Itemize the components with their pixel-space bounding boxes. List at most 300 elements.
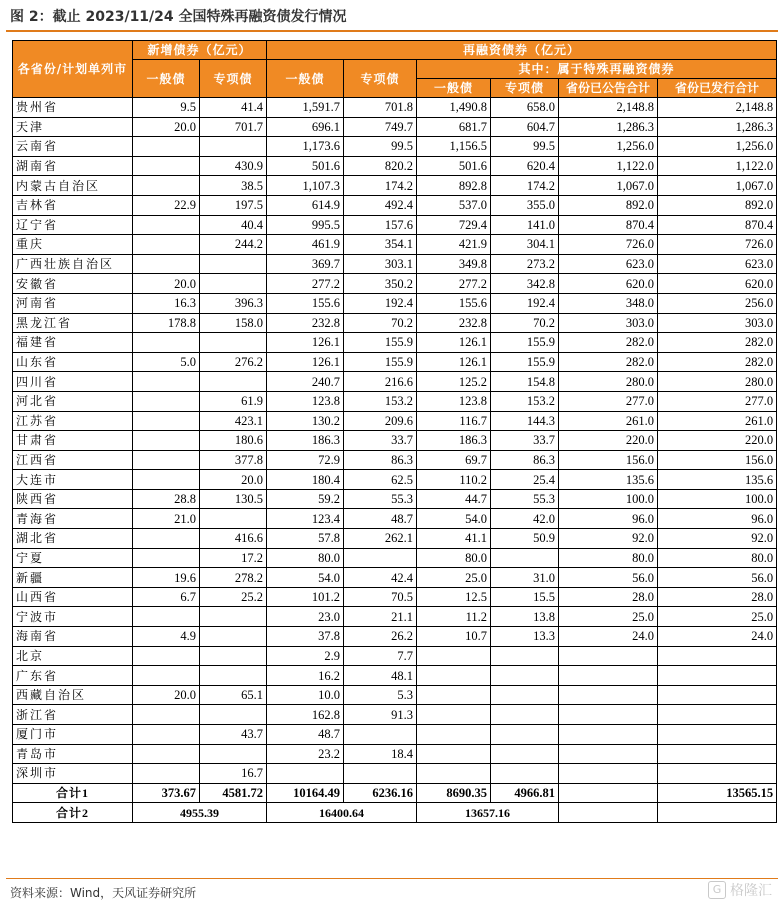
value-cell: 1,173.6 — [267, 137, 344, 157]
title-divider — [6, 30, 778, 32]
value-cell — [658, 744, 777, 764]
province-name: 青岛市 — [13, 744, 133, 764]
value-cell: 1,156.5 — [417, 137, 491, 157]
province-name: 大连市 — [13, 470, 133, 490]
value-cell — [133, 764, 200, 784]
total2-new: 4955.39 — [133, 803, 267, 823]
value-cell: 1,286.3 — [658, 117, 777, 137]
figure-title: 图 2：截止 2023/11/24 全国特殊再融资债发行情况 — [10, 9, 347, 25]
value-cell — [417, 705, 491, 725]
value-cell: 25.0 — [559, 607, 658, 627]
table-row — [13, 548, 777, 568]
value-cell: 116.7 — [417, 411, 491, 431]
value-cell — [559, 725, 658, 745]
value-cell: 19.6 — [133, 568, 200, 588]
value-cell: 261.0 — [559, 411, 658, 431]
value-cell: 623.0 — [658, 254, 777, 274]
table-row — [13, 215, 777, 235]
value-cell — [200, 137, 267, 157]
province-name: 厦门市 — [13, 725, 133, 745]
value-cell — [133, 391, 200, 411]
value-cell: 123.4 — [267, 509, 344, 529]
value-cell: 9.5 — [133, 98, 200, 118]
total2-empty — [559, 803, 658, 823]
value-cell: 43.7 — [200, 725, 267, 745]
value-cell — [133, 666, 200, 686]
value-cell: 69.7 — [417, 450, 491, 470]
value-cell: 276.2 — [200, 352, 267, 372]
province-name: 宁波市 — [13, 607, 133, 627]
value-cell: 501.6 — [267, 156, 344, 176]
value-cell: 24.0 — [559, 627, 658, 647]
value-cell: 342.8 — [491, 274, 559, 294]
value-cell: 396.3 — [200, 293, 267, 313]
value-cell: 28.8 — [133, 489, 200, 509]
value-cell — [658, 666, 777, 686]
table-row — [13, 254, 777, 274]
value-cell: 261.0 — [658, 411, 777, 431]
value-cell: 350.2 — [344, 274, 417, 294]
value-cell: 1,490.8 — [417, 98, 491, 118]
value-cell: 126.1 — [417, 333, 491, 353]
value-cell: 110.2 — [417, 470, 491, 490]
province-name: 宁夏 — [13, 548, 133, 568]
value-cell — [344, 725, 417, 745]
value-cell: 870.4 — [658, 215, 777, 235]
value-cell: 232.8 — [417, 313, 491, 333]
value-cell: 155.6 — [417, 293, 491, 313]
value-cell: 38.5 — [200, 176, 267, 196]
value-cell — [200, 705, 267, 725]
value-cell: 303.0 — [658, 313, 777, 333]
value-cell: 10.7 — [417, 627, 491, 647]
province-name: 河北省 — [13, 391, 133, 411]
header-new-special: 专项债 — [200, 60, 267, 98]
value-cell — [200, 627, 267, 647]
value-cell — [491, 744, 559, 764]
value-cell — [559, 764, 658, 784]
value-cell: 155.9 — [344, 352, 417, 372]
value-cell: 54.0 — [417, 509, 491, 529]
value-cell — [200, 646, 267, 666]
table-row — [13, 117, 777, 137]
value-cell: 48.7 — [267, 725, 344, 745]
value-cell — [133, 254, 200, 274]
value-cell: 461.9 — [267, 235, 344, 255]
value-cell: 430.9 — [200, 156, 267, 176]
value-cell: 620.4 — [491, 156, 559, 176]
table-row — [13, 587, 777, 607]
value-cell — [417, 685, 491, 705]
value-cell: 280.0 — [559, 372, 658, 392]
value-cell: 220.0 — [658, 431, 777, 451]
value-cell — [200, 666, 267, 686]
value-cell: 726.0 — [658, 235, 777, 255]
value-cell: 153.2 — [344, 391, 417, 411]
value-cell: 13.3 — [491, 627, 559, 647]
value-cell: 55.3 — [344, 489, 417, 509]
value-cell — [491, 725, 559, 745]
value-cell: 16.3 — [133, 293, 200, 313]
value-cell: 349.8 — [417, 254, 491, 274]
value-cell — [200, 607, 267, 627]
value-cell: 17.2 — [200, 548, 267, 568]
value-cell: 156.0 — [559, 450, 658, 470]
value-cell: 28.0 — [658, 587, 777, 607]
value-cell — [133, 176, 200, 196]
table-row — [13, 195, 777, 215]
header-new-bonds: 新增债券（亿元） — [133, 41, 267, 60]
value-cell: 91.3 — [344, 705, 417, 725]
value-cell: 658.0 — [491, 98, 559, 118]
value-cell: 24.0 — [658, 627, 777, 647]
value-cell — [559, 705, 658, 725]
value-cell: 501.6 — [417, 156, 491, 176]
value-cell — [559, 685, 658, 705]
value-cell — [559, 646, 658, 666]
total1-cell: 10164.49 — [267, 783, 344, 803]
value-cell: 101.2 — [267, 587, 344, 607]
value-cell: 135.6 — [559, 470, 658, 490]
value-cell — [133, 431, 200, 451]
value-cell: 216.6 — [344, 372, 417, 392]
value-cell: 6.7 — [133, 587, 200, 607]
watermark — [708, 880, 772, 900]
value-cell: 70.2 — [344, 313, 417, 333]
value-cell: 125.2 — [417, 372, 491, 392]
province-name: 湖南省 — [13, 156, 133, 176]
value-cell: 277.0 — [559, 391, 658, 411]
value-cell: 23.0 — [267, 607, 344, 627]
value-cell: 278.2 — [200, 568, 267, 588]
province-name: 吉林省 — [13, 195, 133, 215]
value-cell — [133, 744, 200, 764]
table-row — [13, 705, 777, 725]
header-special-refi: 其中：属于特殊再融资债券 — [417, 60, 777, 79]
value-cell: 155.9 — [491, 352, 559, 372]
table-row — [13, 137, 777, 157]
value-cell: 158.0 — [200, 313, 267, 333]
value-cell: 5.0 — [133, 352, 200, 372]
value-cell: 65.1 — [200, 685, 267, 705]
table-row — [13, 235, 777, 255]
value-cell: 696.1 — [267, 117, 344, 137]
value-cell: 126.1 — [267, 352, 344, 372]
value-cell: 4.9 — [133, 627, 200, 647]
province-name: 浙江省 — [13, 705, 133, 725]
value-cell: 21.0 — [133, 509, 200, 529]
value-cell: 25.0 — [658, 607, 777, 627]
value-cell — [491, 646, 559, 666]
province-name: 黑龙江省 — [13, 313, 133, 333]
value-cell: 1,067.0 — [658, 176, 777, 196]
value-cell — [417, 764, 491, 784]
table-row — [13, 646, 777, 666]
value-cell: 15.5 — [491, 587, 559, 607]
value-cell: 100.0 — [559, 489, 658, 509]
value-cell: 174.2 — [491, 176, 559, 196]
value-cell: 37.8 — [267, 627, 344, 647]
value-cell: 354.1 — [344, 235, 417, 255]
value-cell: 277.0 — [658, 391, 777, 411]
value-cell: 197.5 — [200, 195, 267, 215]
value-cell: 42.0 — [491, 509, 559, 529]
value-cell: 70.5 — [344, 587, 417, 607]
province-name: 青海省 — [13, 509, 133, 529]
value-cell: 20.0 — [133, 274, 200, 294]
value-cell: 304.1 — [491, 235, 559, 255]
value-cell: 870.4 — [559, 215, 658, 235]
value-cell: 726.0 — [559, 235, 658, 255]
header-refi-bonds: 再融资债券（亿元） — [267, 41, 777, 60]
header-sp-general: 一般债 — [417, 79, 491, 98]
table-row — [13, 529, 777, 549]
table-row — [13, 156, 777, 176]
table-row — [13, 607, 777, 627]
value-cell: 126.1 — [267, 333, 344, 353]
value-cell: 820.2 — [344, 156, 417, 176]
value-cell — [200, 744, 267, 764]
value-cell: 80.0 — [559, 548, 658, 568]
value-cell: 141.0 — [491, 215, 559, 235]
value-cell: 262.1 — [344, 529, 417, 549]
value-cell: 12.5 — [417, 587, 491, 607]
total2-empty — [658, 803, 777, 823]
value-cell — [133, 333, 200, 353]
value-cell: 492.4 — [344, 195, 417, 215]
total1-cell — [559, 783, 658, 803]
value-cell — [559, 666, 658, 686]
value-cell — [133, 137, 200, 157]
value-cell: 192.4 — [491, 293, 559, 313]
value-cell: 701.8 — [344, 98, 417, 118]
table-row — [13, 293, 777, 313]
table-row — [13, 725, 777, 745]
table-row — [13, 391, 777, 411]
value-cell: 25.2 — [200, 587, 267, 607]
header-refi-general: 一般债 — [267, 60, 344, 98]
value-cell: 44.7 — [417, 489, 491, 509]
value-cell: 1,591.7 — [267, 98, 344, 118]
value-cell — [133, 705, 200, 725]
table-row — [13, 411, 777, 431]
total1-cell: 4581.72 — [200, 783, 267, 803]
value-cell: 22.9 — [133, 195, 200, 215]
table-body — [13, 98, 777, 784]
province-name: 江苏省 — [13, 411, 133, 431]
value-cell — [491, 685, 559, 705]
value-cell: 26.2 — [344, 627, 417, 647]
value-cell — [491, 764, 559, 784]
value-cell: 123.8 — [417, 391, 491, 411]
province-name: 陕西省 — [13, 489, 133, 509]
value-cell: 244.2 — [200, 235, 267, 255]
value-cell — [559, 744, 658, 764]
table-row — [13, 509, 777, 529]
value-cell: 1,122.0 — [559, 156, 658, 176]
value-cell: 16.2 — [267, 666, 344, 686]
value-cell — [491, 548, 559, 568]
value-cell: 23.2 — [267, 744, 344, 764]
value-cell: 232.8 — [267, 313, 344, 333]
value-cell: 18.4 — [344, 744, 417, 764]
value-cell: 892.0 — [658, 195, 777, 215]
table-row — [13, 489, 777, 509]
total-row-2 — [13, 803, 777, 823]
value-cell: 72.9 — [267, 450, 344, 470]
table-row — [13, 764, 777, 784]
province-name: 山西省 — [13, 587, 133, 607]
value-cell: 42.4 — [344, 568, 417, 588]
table-row — [13, 98, 777, 118]
province-name: 河南省 — [13, 293, 133, 313]
value-cell: 61.9 — [200, 391, 267, 411]
value-cell: 41.1 — [417, 529, 491, 549]
value-cell: 70.2 — [491, 313, 559, 333]
value-cell — [200, 254, 267, 274]
value-cell: 256.0 — [658, 293, 777, 313]
province-name: 海南省 — [13, 627, 133, 647]
value-cell: 277.2 — [417, 274, 491, 294]
value-cell: 155.9 — [344, 333, 417, 353]
value-cell: 54.0 — [267, 568, 344, 588]
total1-label: 合计1 — [13, 783, 133, 803]
total-row-1 — [13, 783, 777, 803]
value-cell: 25.4 — [491, 470, 559, 490]
value-cell: 355.0 — [491, 195, 559, 215]
value-cell: 604.7 — [491, 117, 559, 137]
value-cell: 55.3 — [491, 489, 559, 509]
value-cell — [417, 744, 491, 764]
table-row — [13, 274, 777, 294]
value-cell — [133, 235, 200, 255]
value-cell: 178.8 — [133, 313, 200, 333]
province-name: 深圳市 — [13, 764, 133, 784]
province-name: 新疆 — [13, 568, 133, 588]
value-cell: 1,256.0 — [559, 137, 658, 157]
value-cell — [200, 274, 267, 294]
value-cell: 377.8 — [200, 450, 267, 470]
value-cell: 369.7 — [267, 254, 344, 274]
value-cell — [133, 646, 200, 666]
value-cell — [133, 156, 200, 176]
value-cell: 620.0 — [559, 274, 658, 294]
value-cell: 57.8 — [267, 529, 344, 549]
table-row — [13, 176, 777, 196]
source-note: 资料来源：Wind，天风证券研究所 — [10, 886, 197, 900]
value-cell: 135.6 — [658, 470, 777, 490]
province-name: 广东省 — [13, 666, 133, 686]
header-province: 各省份/计划单列市 — [13, 41, 133, 98]
value-cell: 273.2 — [491, 254, 559, 274]
total2-special: 13657.16 — [417, 803, 559, 823]
table-row — [13, 568, 777, 588]
value-cell: 144.3 — [491, 411, 559, 431]
value-cell: 20.0 — [200, 470, 267, 490]
value-cell: 154.8 — [491, 372, 559, 392]
value-cell: 240.7 — [267, 372, 344, 392]
value-cell — [133, 411, 200, 431]
table-row — [13, 685, 777, 705]
value-cell — [417, 725, 491, 745]
value-cell: 416.6 — [200, 529, 267, 549]
province-name: 山东省 — [13, 352, 133, 372]
table-header — [13, 41, 777, 98]
value-cell: 130.2 — [267, 411, 344, 431]
province-name: 福建省 — [13, 333, 133, 353]
total1-cell: 4966.81 — [491, 783, 559, 803]
province-name: 贵州省 — [13, 98, 133, 118]
value-cell: 2,148.8 — [658, 98, 777, 118]
value-cell: 280.0 — [658, 372, 777, 392]
issuance-table — [12, 40, 777, 823]
value-cell: 41.4 — [200, 98, 267, 118]
total1-cell: 8690.35 — [417, 783, 491, 803]
province-name: 湖北省 — [13, 529, 133, 549]
value-cell — [658, 685, 777, 705]
value-cell — [133, 372, 200, 392]
value-cell: 28.0 — [559, 587, 658, 607]
table-row — [13, 627, 777, 647]
value-cell: 33.7 — [491, 431, 559, 451]
value-cell — [133, 450, 200, 470]
value-cell: 16.7 — [200, 764, 267, 784]
value-cell — [344, 548, 417, 568]
value-cell: 96.0 — [658, 509, 777, 529]
value-cell: 86.3 — [344, 450, 417, 470]
value-cell: 277.2 — [267, 274, 344, 294]
value-cell: 186.3 — [417, 431, 491, 451]
value-cell: 92.0 — [559, 529, 658, 549]
value-cell: 56.0 — [658, 568, 777, 588]
value-cell: 25.0 — [417, 568, 491, 588]
value-cell: 92.0 — [658, 529, 777, 549]
value-cell: 130.5 — [200, 489, 267, 509]
value-cell: 100.0 — [658, 489, 777, 509]
province-name: 天津 — [13, 117, 133, 137]
value-cell: 892.0 — [559, 195, 658, 215]
value-cell: 1,107.3 — [267, 176, 344, 196]
value-cell — [344, 764, 417, 784]
value-cell: 5.3 — [344, 685, 417, 705]
value-cell: 180.6 — [200, 431, 267, 451]
value-cell: 59.2 — [267, 489, 344, 509]
header-announced: 省份已公告合计 — [559, 79, 658, 98]
value-cell — [200, 333, 267, 353]
watermark-logo-icon: G — [708, 881, 726, 899]
value-cell: 10.0 — [267, 685, 344, 705]
value-cell: 620.0 — [658, 274, 777, 294]
value-cell: 31.0 — [491, 568, 559, 588]
value-cell: 2.9 — [267, 646, 344, 666]
value-cell: 80.0 — [417, 548, 491, 568]
value-cell — [133, 548, 200, 568]
value-cell: 99.5 — [344, 137, 417, 157]
table-row — [13, 666, 777, 686]
value-cell: 209.6 — [344, 411, 417, 431]
header-new-general: 一般债 — [133, 60, 200, 98]
value-cell: 48.7 — [344, 509, 417, 529]
value-cell — [267, 764, 344, 784]
value-cell — [491, 666, 559, 686]
value-cell: 303.0 — [559, 313, 658, 333]
table-row — [13, 431, 777, 451]
value-cell: 123.8 — [267, 391, 344, 411]
value-cell — [658, 705, 777, 725]
value-cell: 153.2 — [491, 391, 559, 411]
province-name: 四川省 — [13, 372, 133, 392]
value-cell: 20.0 — [133, 685, 200, 705]
